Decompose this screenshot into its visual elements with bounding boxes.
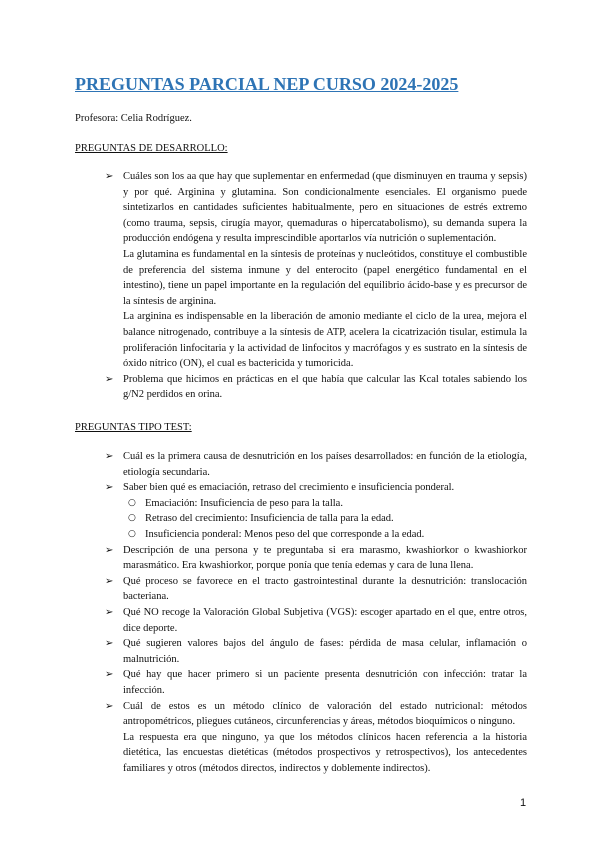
paragraph: Cuál es la primera causa de desnutrición en los países desarrollados: en función de la etiología, etiología secundaria.	[123, 451, 527, 478]
arrow-bullet-icon: ➢	[105, 700, 114, 712]
section-heading-desarrollo: PREGUNTAS DE DESARROLLO:	[75, 143, 228, 154]
document-title: PREGUNTAS PARCIAL NEP CURSO 2024-2025	[75, 74, 459, 94]
sub-item-text: Retraso del crecimiento: Insuficiencia de talla para la edad.	[145, 513, 394, 525]
desarrollo-list	[0, 169, 600, 403]
sub-list-item	[0, 496, 600, 512]
list-item	[0, 543, 600, 574]
paragraph: La respuesta era que ninguno, ya que los métodos clínicos hacen referencia a la historia dietética, las encuestas dietéticas (métodos prospectivos y retrospectivos), los antecedentes familiares y otros (métodos directos, indirectos y doblemente indirectos).	[123, 731, 527, 774]
arrow-bullet-icon: ➢	[105, 544, 114, 556]
paragraph: Qué hay que hacer primero si un paciente presenta desnutrición con infección: tratar la infección.	[123, 669, 527, 696]
list-item	[0, 169, 600, 372]
list-item	[0, 667, 600, 698]
arrow-bullet-icon: ➢	[105, 606, 114, 618]
section-heading-test: PREGUNTAS TIPO TEST:	[75, 422, 192, 433]
paragraph: Qué sugieren valores bajos del ángulo de fases: pérdida de masa celular, inflamación o malnutrición.	[123, 638, 527, 665]
arrow-bullet-icon: ➢	[105, 575, 114, 587]
sub-item-text: Insuficiencia ponderal: Menos peso del que corresponde a la edad.	[145, 528, 425, 540]
paragraph: Descripción de una persona y te preguntaba si era marasmo, kwashiorkor o kwashiorkor marasmático. Era kwashiorkor, porque ponía que tenía edemas y cara de luna llena.	[123, 544, 527, 572]
professor-line: Profesora: Celia Rodríguez.	[75, 113, 192, 124]
sub-list-item	[0, 527, 600, 543]
paragraph: Saber bien qué es emaciación, retraso del crecimiento e insuficiencia ponderal.	[123, 482, 455, 494]
circle-bullet-icon: ○	[128, 513, 136, 524]
paragraph: Cuál de estos es un método clínico de valoración del estado nutricional: métodos antropométricos, pliegues cutáneos, circunferencias y áreas, métodos bioquímicos o ninguno.	[123, 700, 527, 728]
paragraph: Qué proceso se favorece en el tracto gastrointestinal durante la desnutrición: translocación bacteriana.	[123, 575, 527, 603]
arrow-bullet-icon: ➢	[105, 482, 114, 494]
paragraph: Problema que hicimos en prácticas en el que había que calcular las Kcal totales sabiendo los g/N2 perdidos en orina.	[123, 373, 527, 401]
paragraph: La arginina es indispensable en la liberación de amonio mediante el ciclo de la urea, mejora el balance nitrogenado, contribuye a la síntesis de ATP, acelera la cicatrización tisular, estimula la proliferación linfocitaria y la actividad de linfocitos y macrófagos y es sustrato en la síntesis de óxido nítrico (ON), el cual es bactericida y tumoricida.	[123, 311, 527, 370]
sub-item-text: Emaciación: Insuficiencia de peso para la talla.	[145, 497, 343, 509]
test-list	[0, 449, 600, 776]
arrow-bullet-icon: ➢	[105, 171, 114, 182]
list-item	[0, 574, 600, 605]
paragraph: La glutamina es fundamental en la síntesis de proteínas y nucleótidos, constituye el combustible de preferencia del sistema inmune y del enterocito (papel energético fundamental en el intestino), tiene un papel importante en la regulación del equilibrio ácido-base y es precursor de la síntesis de arginina.	[123, 248, 527, 307]
list-item	[0, 449, 600, 480]
list-item	[0, 699, 600, 777]
arrow-bullet-icon: ➢	[105, 638, 114, 650]
paragraph: Cuáles son los aa que hay que suplementar en enfermedad (que disminuyen en trauma y sepsis) y por qué. Arginina y glutamina. Son condicionalmente esenciales. El organismo puede sintetizarlos en cantidades suficientes habitualmente, pero en situaciones de estrés extremo (como trauma, sepsis, cirugía mayor, quemaduras o hipercatabolismo), su demanda supera la producción endógena y resulta imprescindible aportarlos vía nutrición o suplementación.	[123, 171, 527, 245]
arrow-bullet-icon: ➢	[105, 373, 114, 385]
page-number: 1	[520, 797, 527, 809]
list-item	[0, 636, 600, 667]
list-item	[0, 480, 600, 496]
circle-bullet-icon: ○	[128, 528, 136, 539]
paragraph: Qué NO recoge la Valoración Global Subjetiva (VGS): escoger apartado en el que, entre otros, dice deporte.	[123, 606, 527, 634]
arrow-bullet-icon: ➢	[105, 669, 114, 681]
list-item	[0, 372, 600, 403]
circle-bullet-icon: ○	[128, 497, 136, 508]
list-item	[0, 605, 600, 636]
sub-list-item	[0, 511, 600, 527]
arrow-bullet-icon: ➢	[105, 451, 114, 462]
